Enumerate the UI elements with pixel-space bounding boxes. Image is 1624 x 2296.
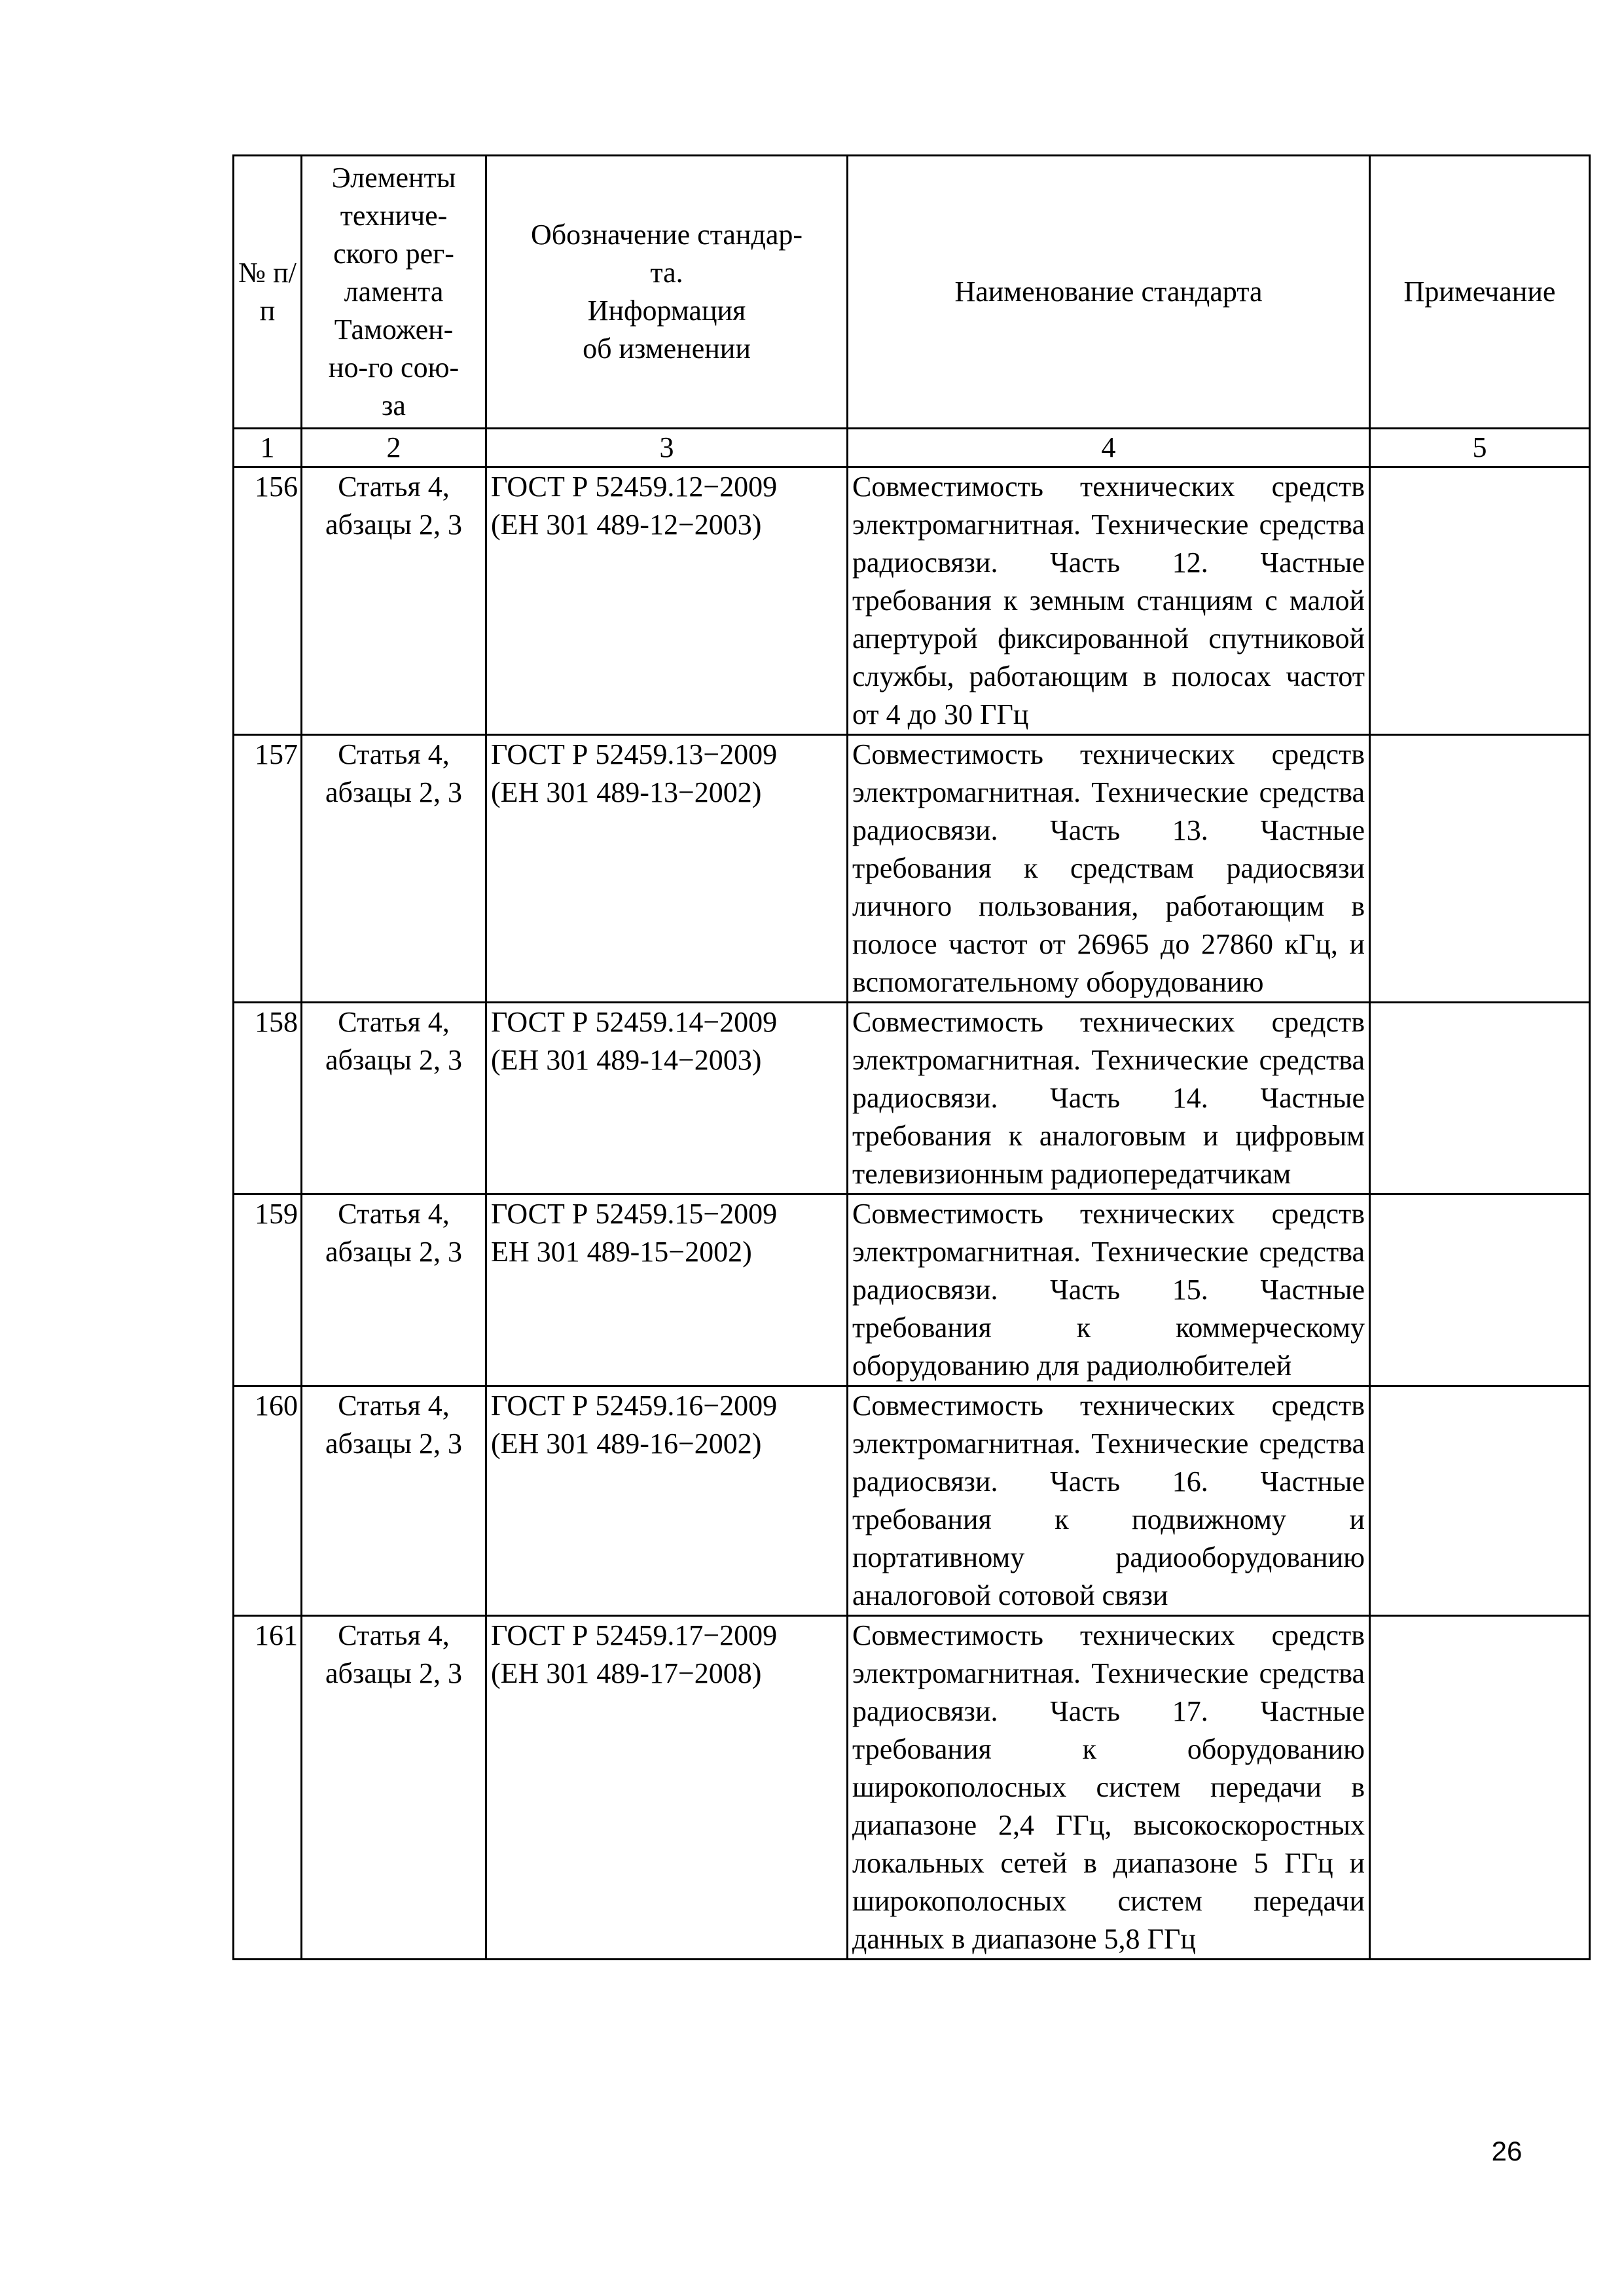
row-elements: Статья 4, абзацы 2, 3 (302, 1194, 486, 1386)
header-row (234, 156, 1590, 429)
row-elements: Статья 4, абзацы 2, 3 (302, 1003, 486, 1194)
row-elements: Статья 4, абзацы 2, 3 (302, 1616, 486, 1960)
table-row (234, 1194, 1590, 1386)
row-number: 156 (234, 467, 302, 735)
row-number: 158 (234, 1003, 302, 1194)
row-note (1370, 1386, 1590, 1616)
row-number: 159 (234, 1194, 302, 1386)
row-standard-name: Совместимость технических средств электромагнитная. Технические средства радиосвязи. Часть 17. Частные требования к оборудованию широкополосных систем передачи в диапазоне 2,4 ГГц, высокоскоростных локальных сетей в диапазоне 5 ГГц и широкополосных систем передачи данных в диапазоне 5,8 ГГц (848, 1616, 1370, 1960)
row-designation: ГОСТ Р 52459.14−2009 (ЕН 301 489-14−2003) (486, 1003, 848, 1194)
column-number: 1 (234, 429, 302, 467)
column-number: 3 (486, 429, 848, 467)
row-elements: Статья 4, абзацы 2, 3 (302, 1386, 486, 1616)
column-numbering-row (234, 429, 1590, 467)
row-designation: ГОСТ Р 52459.16−2009 (ЕН 301 489-16−2002) (486, 1386, 848, 1616)
column-number: 2 (302, 429, 486, 467)
row-standard-name: Совместимость технических средств электромагнитная. Технические средства радиосвязи. Часть 15. Частные требования к коммерческому оборудованию для радиолюбителей (848, 1194, 1370, 1386)
row-number: 160 (234, 1386, 302, 1616)
table-header (234, 156, 1590, 467)
header-elements: Элементы техниче- ского рег- ламента Таможен- но-го сою- за (302, 156, 486, 429)
row-elements: Статья 4, абзацы 2, 3 (302, 735, 486, 1003)
header-note: Примечание (1370, 156, 1590, 429)
row-designation: ГОСТ Р 52459.13−2009 (ЕН 301 489-13−2002) (486, 735, 848, 1003)
standards-table (232, 154, 1591, 1960)
table-body (234, 467, 1590, 1960)
column-number: 4 (848, 429, 1370, 467)
row-number: 161 (234, 1616, 302, 1960)
row-note (1370, 1616, 1590, 1960)
table-row (234, 735, 1590, 1003)
header-name: Наименование стандарта (848, 156, 1370, 429)
page-number: 26 (1491, 2136, 1523, 2166)
header-num: № п/п (234, 156, 302, 429)
column-number: 5 (1370, 429, 1590, 467)
row-elements: Статья 4, абзацы 2, 3 (302, 467, 486, 735)
row-designation: ГОСТ Р 52459.12−2009 (ЕН 301 489-12−2003) (486, 467, 848, 735)
row-standard-name: Совместимость технических средств электромагнитная. Технические средства радиосвязи. Часть 14. Частные требования к аналоговым и цифровым телевизионным радиопередатчикам (848, 1003, 1370, 1194)
row-note (1370, 1003, 1590, 1194)
row-standard-name: Совместимость технических средств электромагнитная. Технические средства радиосвязи. Часть 12. Частные требования к земным станциям с малой апертурой фиксированной спутниковой службы, работающим в полосах частот от 4 до 30 ГГц (848, 467, 1370, 735)
table-row (234, 1003, 1590, 1194)
row-designation: ГОСТ Р 52459.15−2009 ЕН 301 489-15−2002) (486, 1194, 848, 1386)
header-designation: Обозначение стандар- та. Информация об изменении (486, 156, 848, 429)
row-number: 157 (234, 735, 302, 1003)
table-row (234, 1386, 1590, 1616)
row-designation: ГОСТ Р 52459.17−2009 (ЕН 301 489-17−2008) (486, 1616, 848, 1960)
row-standard-name: Совместимость технических средств электромагнитная. Технические средства радиосвязи. Часть 13. Частные требования к средствам радиосвязи личного пользования, работающим в полосе частот от 26965 до 27860 кГц, и вспомогательному оборудованию (848, 735, 1370, 1003)
table-row (234, 467, 1590, 735)
row-note (1370, 1194, 1590, 1386)
table-row (234, 1616, 1590, 1960)
row-note (1370, 735, 1590, 1003)
row-note (1370, 467, 1590, 735)
row-standard-name: Совместимость технических средств электромагнитная. Технические средства радиосвязи. Часть 16. Частные требования к подвижному и портативному радиооборудованию аналоговой сотовой связи (848, 1386, 1370, 1616)
